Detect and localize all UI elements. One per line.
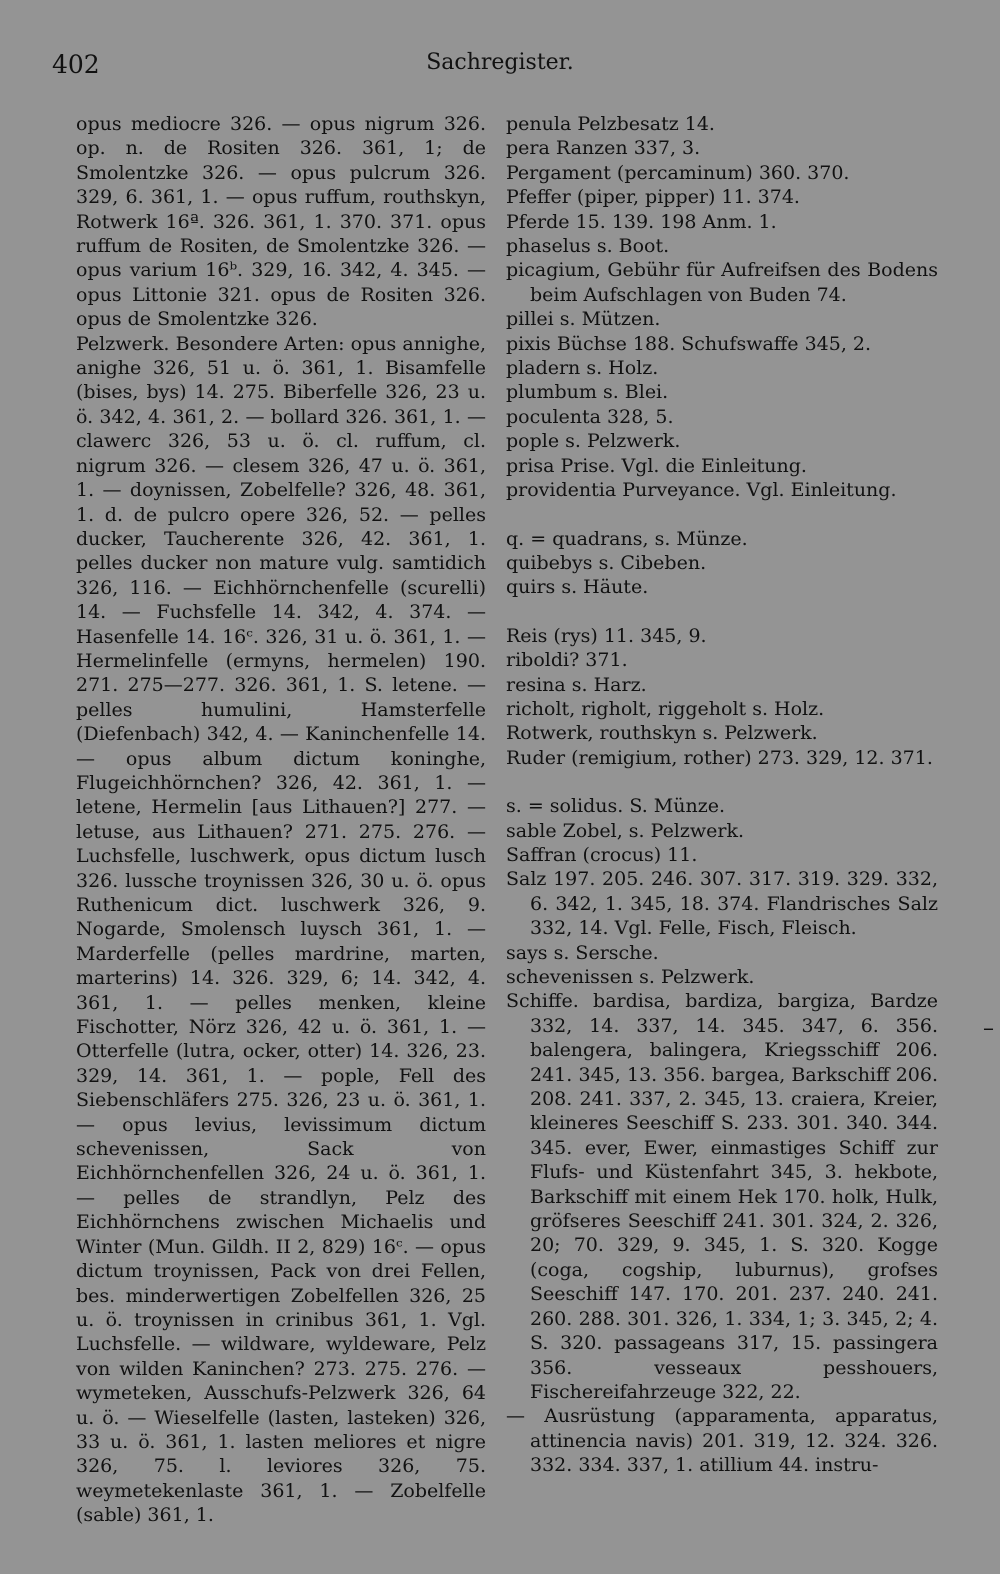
index-entry: Salz 197. 205. 246. 307. 317. 319. 329. 332, 6. 342, 1. 345, 18. 374. Flandrisches Salz 332, 14. Vgl. Felle, Fisch, Fleisch.: [506, 868, 938, 940]
index-entry: pople s. Pelzwerk.: [506, 430, 681, 453]
right-column: [506, 112, 938, 1478]
index-entry: Pelzwerk. Besondere Arten: opus annighe, anighe 326, 51 u. ö. 361, 1. Bisamfelle (bises, bys) 14. 275. Biberfelle 326, 23 u. ö. 342, 4. 361, 2. — bollard 326. 361, 1. — clawerc 326, 53 u. ö. cl. ruffum, cl. nigrum 326. — clesem 326, 47 u. ö. 361, 1. — doynissen, Zobelfelle? 326, 48. 361, 1. d. de pulcro opere 326, 52. — pelles ducker, Taucherente 326, 42. 361, 1. pelles ducker non mature vulg. samtidich 326, 116. — Eichhörnchenfelle (scurelli) 14. — Fuchsfelle 14. 342, 4. 374. — Hasenfelle 14. 16ᶜ. 326, 31 u. ö. 361, 1. — Hermelinfelle (ermyns, hermelen) 190. 271. 275—277. 326. 361, 1. S. letene. — pelles humulini, Hamsterfelle (Diefenbach) 342, 4. — Kaninchenfelle 14. — opus album dictum koninghe, Flugeichhörnchen? 326, 42. 361, 1. — letene, Hermelin [aus Lithauen?] 277. — letuse, aus Lithauen? 271. 275. 276. — Luchsfelle, luschwerk, opus dictum lusch 326. lussche troynissen 326, 30 u. ö. opus Ruthenicum dict. luschwerk 326, 9. Nogarde, Smolensch luysch 361, 1. — Marderfelle (pelles mardrine, marten, marterins) 14. 326. 329, 6; 14. 342, 4. 361, 1. — pelles menken, kleine Fischotter, Nörz 326, 42 u. ö. 361, 1. — Otterfelle (lutra, ocker, otter) 14. 326, 23. 329, 14. 361, 1. — pople, Fell des Siebenschläfers 275. 326, 23 u. ö. 361, 1. — opus levius, levissimum dictum schevenissen, Sack von Eichhörnchenfellen 326, 24 u. ö. 361, 1. — pelles de strandlyn, Pelz des Eichhörnchens zwischen Michaelis und Winter (Mun. Gildh. II 2, 829) 16ᶜ. — opus dictum troynissen, Pack von drei Fellen, bes. minderwertigen Zobelfellen 326, 25 u. ö. troynissen in crinibus 361, 1. Vgl. Luchsfelle. — wildware, wyldeware, Pelz von wilden Kaninchen? 273. 275. 276. — wymeteken, Ausschufs-Pelzwerk 326, 64 u. ö. — Wieselfelle (lasten, lasteken) 326, 33 u. ö. 361, 1. lasten meliores et nigre 326, 75. l. leviores 326, 75. weymetekenlaste 361, 1. — Zobelfelle (sable) 361, 1.: [76, 332, 486, 1527]
index-entry: richolt, righolt, riggeholt s. Holz.: [506, 697, 825, 720]
index-entry: Rotwerk, routhskyn s. Pelzwerk.: [506, 722, 818, 745]
index-entry: Saffran (crocus) 11.: [506, 843, 698, 866]
index-entry: Ruder (remigium, rother) 273. 329, 12. 371.: [506, 746, 933, 769]
index-entry: opus mediocre 326. — opus nigrum 326. op. n. de Rositen 326. 361, 1; de Smolentzke 326. — opus pulcrum 326. 329, 6. 361, 1. — opus ruffum, routhskyn, Rotwerk 16ª. 326. 361, 1. 370. 371. opus ruffum de Rositen, de Smolentzke 326. — opus varium 16ᵇ. 329, 16. 342, 4. 345. — opus Littonie 321. opus de Rositen 326. opus de Smolentzke 326.: [76, 113, 486, 331]
index-entry: resina s. Harz.: [506, 673, 647, 696]
index-entry: q. = quadrans, s. Münze.: [506, 527, 748, 550]
index-entry: providentia Purveyance. Vgl. Einleitung.: [506, 479, 897, 502]
index-entry: quibebys s. Cibeben.: [506, 551, 707, 574]
index-entry: quirs s. Häute.: [506, 576, 649, 599]
left-column: [76, 112, 486, 1528]
section-gap: [506, 770, 938, 794]
index-entry: phaselus s. Boot.: [506, 235, 670, 258]
index-entry: plumbum s. Blei.: [506, 381, 669, 404]
index-entry: pillei s. Mützen.: [506, 308, 661, 331]
index-entry: pladern s. Holz.: [506, 357, 659, 380]
margin-mark: –: [983, 1016, 994, 1041]
index-entry: schevenissen s. Pelzwerk.: [506, 966, 755, 988]
index-entry: picagium, Gebühr für Aufreifsen des Bodens beim Aufschlagen von Buden 74.: [506, 259, 938, 306]
index-entry: says s. Sersche.: [506, 941, 659, 964]
index-entry: Reis (rys) 11. 345, 9.: [506, 624, 707, 647]
index-entry: Schiffe. bardisa, bardiza, bargiza, Bardze 332, 14. 337, 14. 345. 347, 6. 356. balengera, balingera, Kriegsschiff 206. 241. 345, 13. 356. bargea, Barkschiff 206. 208. 241. 337, 2. 345, 13. craiera, Kreier, kleineres Seeschiff S. 233. 301. 340. 344. 345. ever, Ewer, einmastiges Schiff zur Flufs- und Küstenfahrt 345, 3. hekbote, Barkschiff mit einem Hek 170. holk, Hulk, gröfseres Seeschiff 241. 301. 324, 2. 326, 20; 70. 329, 9. 345, 1. S. 320. Kogge (coga, cogship, luburnus), grofses Seeschiff 147. 170. 201. 237. 240. 241. 260. 288. 301. 326, 1. 334, 1; 3. 345, 2; 4. S. 320. passageans 317, 15. passingera 356. vesseaux pesshouers, Fischereifahrzeuge 322, 22.: [506, 990, 938, 1403]
index-entry: Pfeffer (piper, pipper) 11. 374.: [506, 186, 800, 209]
index-entry: — Ausrüstung (apparamenta, apparatus, attinencia navis) 201. 319, 12. 324. 326. 332. 334. 337, 1. atillium 44. instru-: [506, 1405, 938, 1477]
index-entry: s. = solidus. S. Münze.: [506, 795, 726, 818]
index-entry: penula Pelzbesatz 14.: [506, 113, 715, 135]
index-entry: Pergament (percaminum) 360. 370.: [506, 161, 850, 184]
index-entry: Pferde 15. 139. 198 Anm. 1.: [506, 210, 777, 233]
index-entry: pera Ranzen 337, 3.: [506, 137, 701, 160]
running-head: Sachregister.: [426, 50, 574, 75]
page-number: 402: [52, 50, 100, 79]
section-gap: [506, 600, 938, 624]
index-entry: prisa Prise. Vgl. die Einleitung.: [506, 454, 807, 477]
section-gap: [506, 503, 938, 527]
index-entry: poculenta 328, 5.: [506, 405, 674, 428]
index-entry: sable Zobel, s. Pelzwerk.: [506, 819, 745, 842]
index-entry: pixis Büchse 188. Schufswaffe 345, 2.: [506, 332, 872, 355]
index-entry: riboldi? 371.: [506, 649, 628, 672]
